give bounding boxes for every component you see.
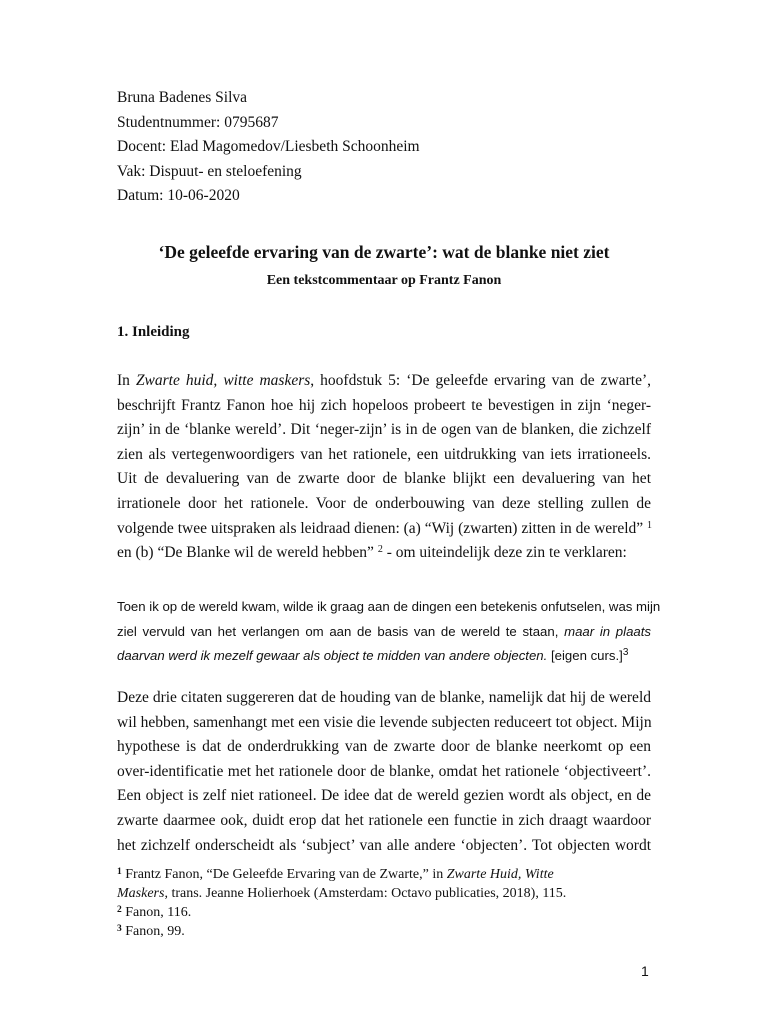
student-number: Studentnummer: 0795687 bbox=[117, 113, 279, 131]
course-name: Vak: Dispuut- en steloefening bbox=[117, 162, 302, 180]
footnotes bbox=[117, 865, 651, 941]
paragraph-line: beschrijft Frantz Fanon hoe hij zich hopeloos probeert te bevestigen in zijn ‘neger- bbox=[117, 396, 651, 414]
document-title: ‘De geleefde ervaring van de zwarte’: wat de blanke niet ziet bbox=[158, 242, 610, 262]
paragraph-line: Deze drie citaten suggereren dat de houding van de blanke, namelijk dat hij de wereld bbox=[117, 689, 651, 706]
paragraph-line: zijn’ in de ‘blanke wereld’. Dit ‘neger-zijn’ is in de ogen van de blanken, die zichzelf bbox=[117, 421, 651, 439]
paragraph-line: zwarte daarmee ook, duidt erop dat het rationele een functie in zich draagt waardoor bbox=[117, 811, 651, 829]
paragraph-line: wil hebben, samenhangt met een visie die levende subjecten reduceert tot object. Mijn bbox=[117, 713, 652, 731]
document-subtitle: Een tekstcommentaar op Frantz Fanon bbox=[266, 273, 502, 288]
footnote-2: $^2$ Fanon, 116. bbox=[117, 905, 192, 920]
footnote-1: $^1$ Frantz Fanon, “De Geleefde Ervaring van de Zwarte,” in Zwarte Huid, Witte bbox=[117, 867, 554, 882]
paragraph-line: hypothese is dat de onderdrukking van de zwarte door de blanke neerkomt op een bbox=[117, 738, 651, 756]
paragraph-line: In Zwarte huid, witte maskers, hoofdstuk 5: ‘De geleefde ervaring van de zwarte’, bbox=[117, 372, 652, 389]
paragraph-intro bbox=[117, 369, 651, 566]
paragraph-hypothesis bbox=[117, 686, 651, 858]
page-number: 1 bbox=[641, 963, 649, 979]
paragraph-line: volgende twee uitspraken als leidraad dienen: (a) “Wij (zwarten) zitten in de wereld” $^1$ bbox=[117, 519, 653, 537]
paragraph-line: Uit de devaluering van de zwarte door de blanke blijkt een devaluering van het bbox=[117, 470, 651, 488]
author-name: Bruna Badenes Silva bbox=[117, 89, 248, 106]
quote-line: daarvan werd ik mezelf gewaar als object te midden van andere objecten. [eigen curs.]$^3$ bbox=[117, 647, 629, 663]
document-header-info bbox=[117, 86, 420, 209]
footnote-ref[interactable]: 2 bbox=[377, 544, 383, 556]
document-date: Datum: 10-06-2020 bbox=[117, 187, 240, 205]
footnote-3: $^3$ Fanon, 99. bbox=[117, 924, 185, 939]
book-title: Zwarte huid, witte maskers bbox=[135, 372, 311, 389]
footnote-ref[interactable]: 1 bbox=[647, 519, 653, 531]
quote-line: Toen ik op de wereld kwam, wilde ik graag aan de dingen een betekenis onfutselen, was mijn bbox=[117, 599, 661, 614]
paragraph-line: en (b) “De Blanke wil de wereld hebben” $^2$ - om uiteindelijk deze zin te verklaren: bbox=[117, 544, 627, 562]
block-quote bbox=[117, 595, 661, 669]
footnote-1-continued: Maskers, trans. Jeanne Holierhoek (Amsterdam: Octavo publicaties, 2018), 115. bbox=[117, 886, 567, 901]
quote-line: ziel vervuld van het verlangen om aan de basis van de wereld te staan, maar in plaats bbox=[117, 623, 651, 639]
paragraph-line: zien als vertegenwoordigers van het rationele, een uitdrukking van iets irrationeels. bbox=[117, 445, 651, 463]
paragraph-line: irrationele door het rationele. Voor de onderbouwing van deze stelling zullen de bbox=[117, 494, 651, 512]
teacher-names: Docent: Elad Magomedov/Liesbeth Schoonheim bbox=[117, 138, 420, 156]
paragraph-line: Een object is zelf niet rationeel. De idee dat de wereld gezien wordt als object, en de bbox=[117, 787, 651, 805]
footnote-ref[interactable]: 3 bbox=[622, 647, 629, 658]
section-heading: 1. Inleiding bbox=[117, 324, 190, 340]
paragraph-line: over-identificatie met het rationele door de blanke, omdat het rationele ‘objectiveert’. bbox=[117, 762, 651, 780]
paragraph-line: het zichzelf onderscheidt als ‘subject’ van alle andere ‘objecten’. Tot objecten wordt bbox=[117, 836, 651, 854]
